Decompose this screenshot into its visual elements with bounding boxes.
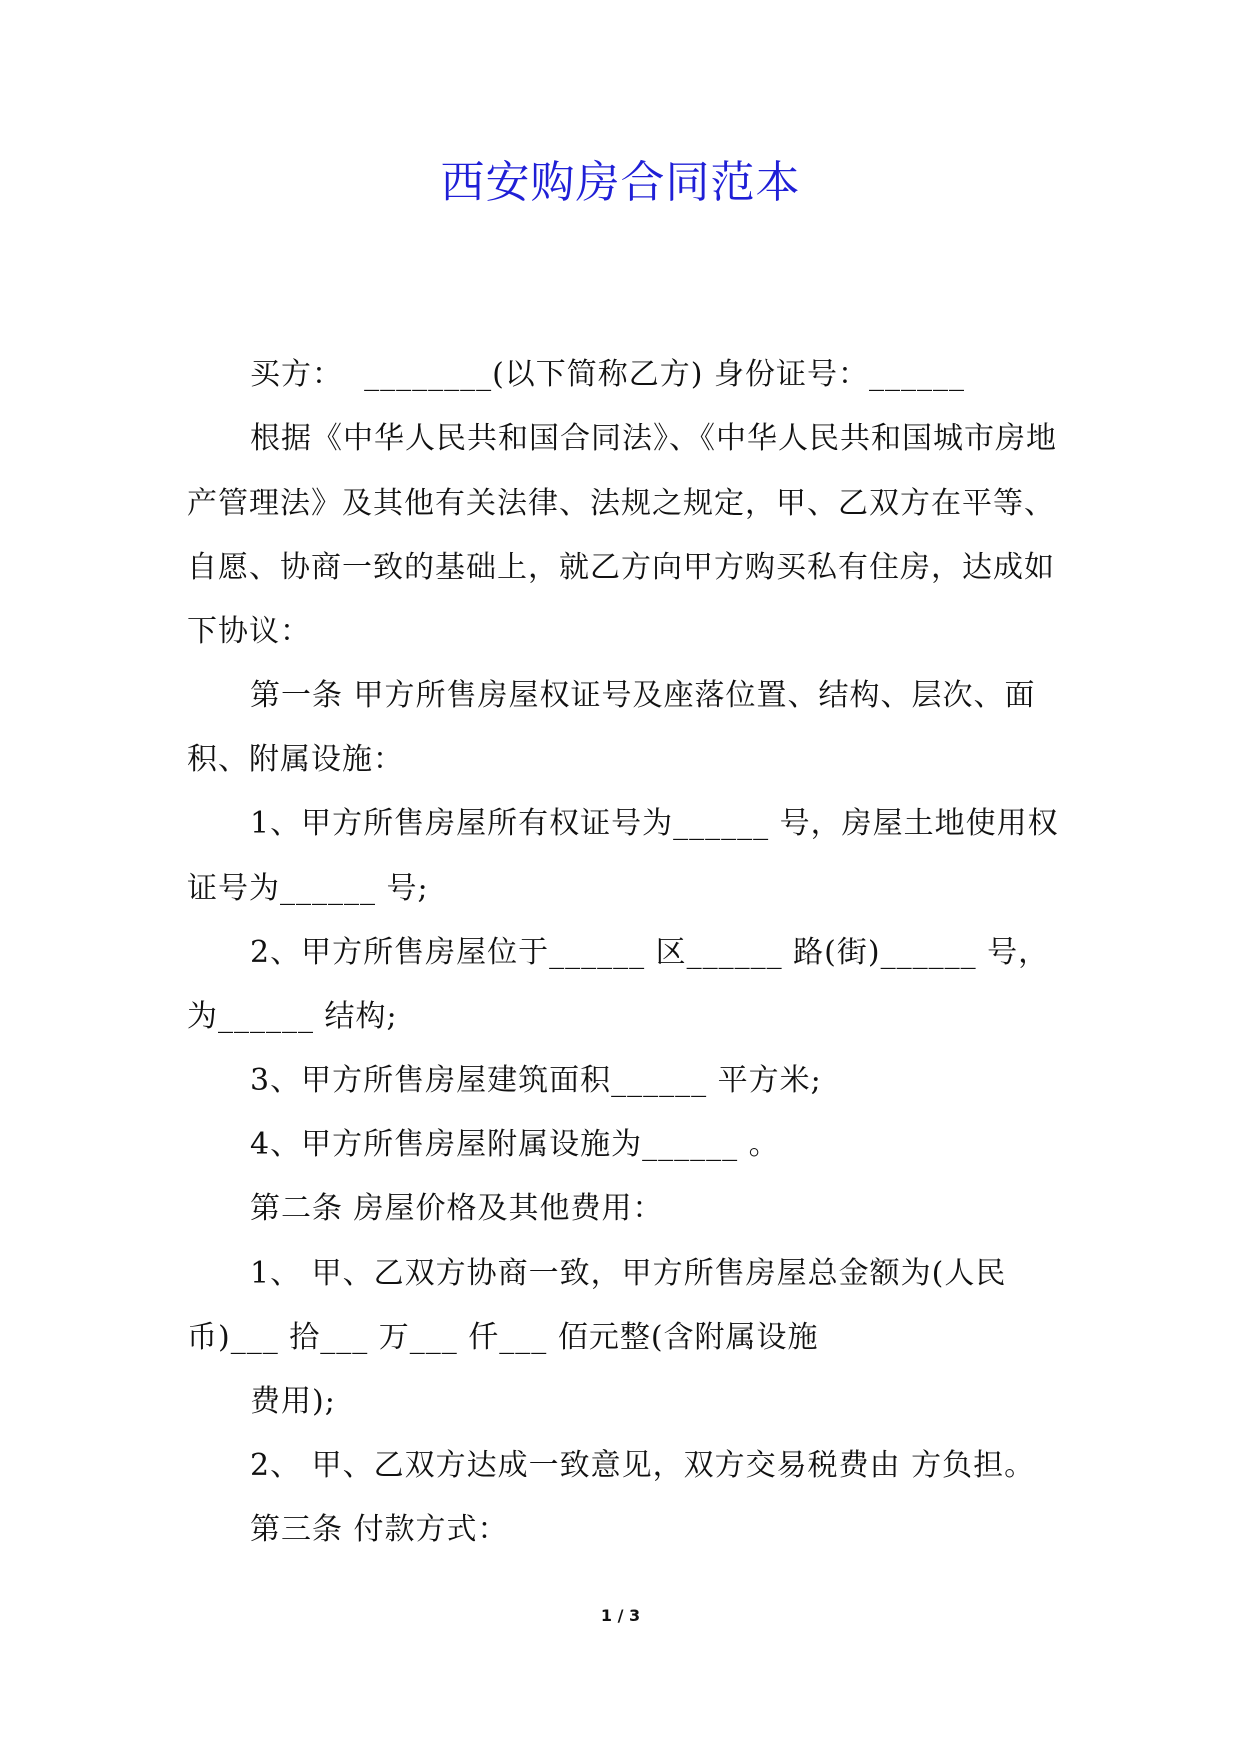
article-heading-2: 第二条 房屋价格及其他费用： (250, 1191, 664, 1226)
body-line: 证号为______ 号; (187, 871, 429, 906)
document-title: 西安购房合同范本 (440, 157, 801, 208)
body-line: 自愿、协商一致的基础上，就乙方向甲方购买私有住房，达成如 (187, 550, 1055, 585)
body-line: 下协议： (187, 614, 311, 649)
article-heading-3: 第三条 付款方式： (250, 1512, 509, 1547)
buyer-line: 买方： ________(以下简称乙方) 身份证号：______ (250, 357, 966, 392)
body-line: 积、附属设施： (187, 742, 404, 777)
body-line: 根据《中华人民共和国合同法》、《中华人民共和国城市房地 (250, 421, 1057, 456)
clause-item: 2、甲方所售房屋位于______ 区______ 路(街)______ 号， (250, 935, 1050, 970)
clause-item: 1、 甲、乙双方协商一致，甲方所售房屋总金额为(人民 (250, 1256, 1007, 1291)
page-number: 1 / 3 (600, 1606, 641, 1625)
clause-item: 1、甲方所售房屋所有权证号为______ 号，房屋土地使用权 (250, 806, 1059, 841)
body-line: 产管理法》及其他有关法律、法规之规定，甲、乙双方在平等、 (187, 486, 1055, 521)
clause-item: 2、 甲、乙双方达成一致意见，双方交易税费由 方负担。 (250, 1448, 1036, 1483)
clause-item: 3、甲方所售房屋建筑面积______ 平方米; (250, 1063, 822, 1098)
article-heading-1: 第一条 甲方所售房屋权证号及座落位置、结构、层次、面 (250, 678, 1036, 713)
body-line: 币)___ 拾___ 万___ 仟___ 佰元整(含附属设施 (187, 1320, 819, 1355)
body-line: 费用); (250, 1384, 336, 1419)
clause-item: 4、甲方所售房屋附属设施为______ 。 (250, 1127, 780, 1162)
body-line: 为______ 结构; (187, 999, 398, 1034)
